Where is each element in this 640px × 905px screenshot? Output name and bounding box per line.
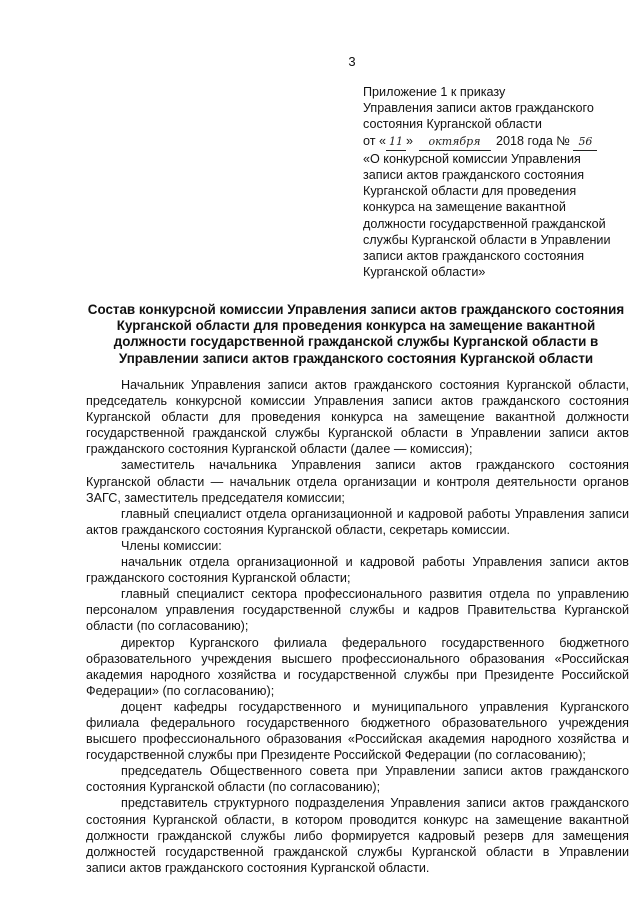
paragraph-member: директор Курганского филиала федерального государственного бюджетного образовательного учреждения высшего профессионального образования «Российская академия народного хозяйства и государственной службы при Президенте Российской Федерации» (по согласованию); [86, 635, 629, 698]
subject-line: должности государственной гражданской [363, 216, 606, 231]
paragraph-member: представитель структурного подразделения Управления записи актов гражданского состояния Курганской области, в котором проводится конкурс на замещение вакантной должности гражданской службы либо формируется кадровый резерв для замещения должностей государственной гражданской службы Курганской области в Управлении записи актов гражданского состояния Курганской области. [86, 796, 629, 875]
appendix-line: Управления записи актов гражданского [363, 101, 594, 116]
title-line: должности государственной гражданской службы Курганской области в [113, 334, 599, 350]
appendix-line: состояния Курганской области [363, 117, 542, 132]
subject-line: службы Курганской области в Управлении [363, 232, 611, 247]
appendix-line: Приложение 1 к приказу [363, 85, 506, 99]
paragraph-secretary: главный специалист отдела организационной и кадровой работы Управления записи актов гражданского состояния Курганской области, секретарь комиссии. [86, 506, 629, 537]
paragraph-deputy: заместитель начальника Управления записи актов гражданского состояния Курганской области — начальник отдела организации и контроля деятельности органов ЗАГС, заместитель председателя комиссии; [86, 458, 629, 505]
subject-line: «О конкурсной комиссии Управления [363, 151, 581, 166]
commission-body [86, 377, 629, 876]
page-number: 3 [348, 54, 356, 69]
year-text: 2018 года № [496, 133, 570, 148]
handwritten-month: октября [419, 134, 491, 151]
subject-line: записи актов гражданского состояния [363, 249, 585, 264]
paragraph-members-heading: Члены комиссии: [121, 538, 222, 553]
order-date-line [363, 133, 628, 151]
handwritten-day: 11 [386, 134, 406, 151]
paragraph-member: председатель Общественного совета при Управлении записи актов гражданского состояния Курганской области (по согласованию); [86, 764, 629, 795]
date-mid: » [406, 133, 414, 148]
paragraph-member: начальник отдела организационной и кадровой работы Управления записи актов гражданского состояния Курганской области; [86, 555, 629, 586]
paragraph-chairman: Начальник Управления записи актов гражданского состояния Курганской области, председатель конкурсной комиссии Управления записи актов гражданского состояния Курганской области для проведения конкурса на замещение вакантной должности государственной гражданской службы Курганской области в Управлении записи актов гражданского состояния Курганской области (далее — комиссия); [86, 378, 629, 457]
date-prefix: от « [363, 133, 386, 148]
paragraph-member: главный специалист сектора профессионального развития отдела по управлению персоналом управления государственной службы и кадров Правительства Курганской области (по согласованию); [86, 587, 629, 634]
subject-line: записи актов гражданского состояния [363, 168, 585, 183]
title-line: Курганской области для проведения конкурса на замещение вакантной [116, 318, 596, 334]
subject-line: Курганской области для проведения [363, 184, 577, 199]
subject-line: Курганской области» [363, 265, 486, 280]
subject-line: конкурса на замещение вакантной [363, 200, 566, 215]
appendix-header [363, 84, 628, 280]
handwritten-order-number: 56 [573, 134, 597, 151]
paragraph-member: доцент кафедры государственного и муниципального управления Курганского филиала федерального государственного бюджетного образовательного учреждения высшего профессионального образования «Российская академия народного хозяйства и государственной службы при Президенте Российской Федерации (по согласованию); [86, 699, 629, 763]
title-line: Управлении записи актов гражданского состояния Курганской области [118, 350, 594, 366]
title-line: Состав конкурсной комиссии Управления записи актов гражданского состояния [87, 302, 625, 317]
document-title [80, 302, 632, 367]
